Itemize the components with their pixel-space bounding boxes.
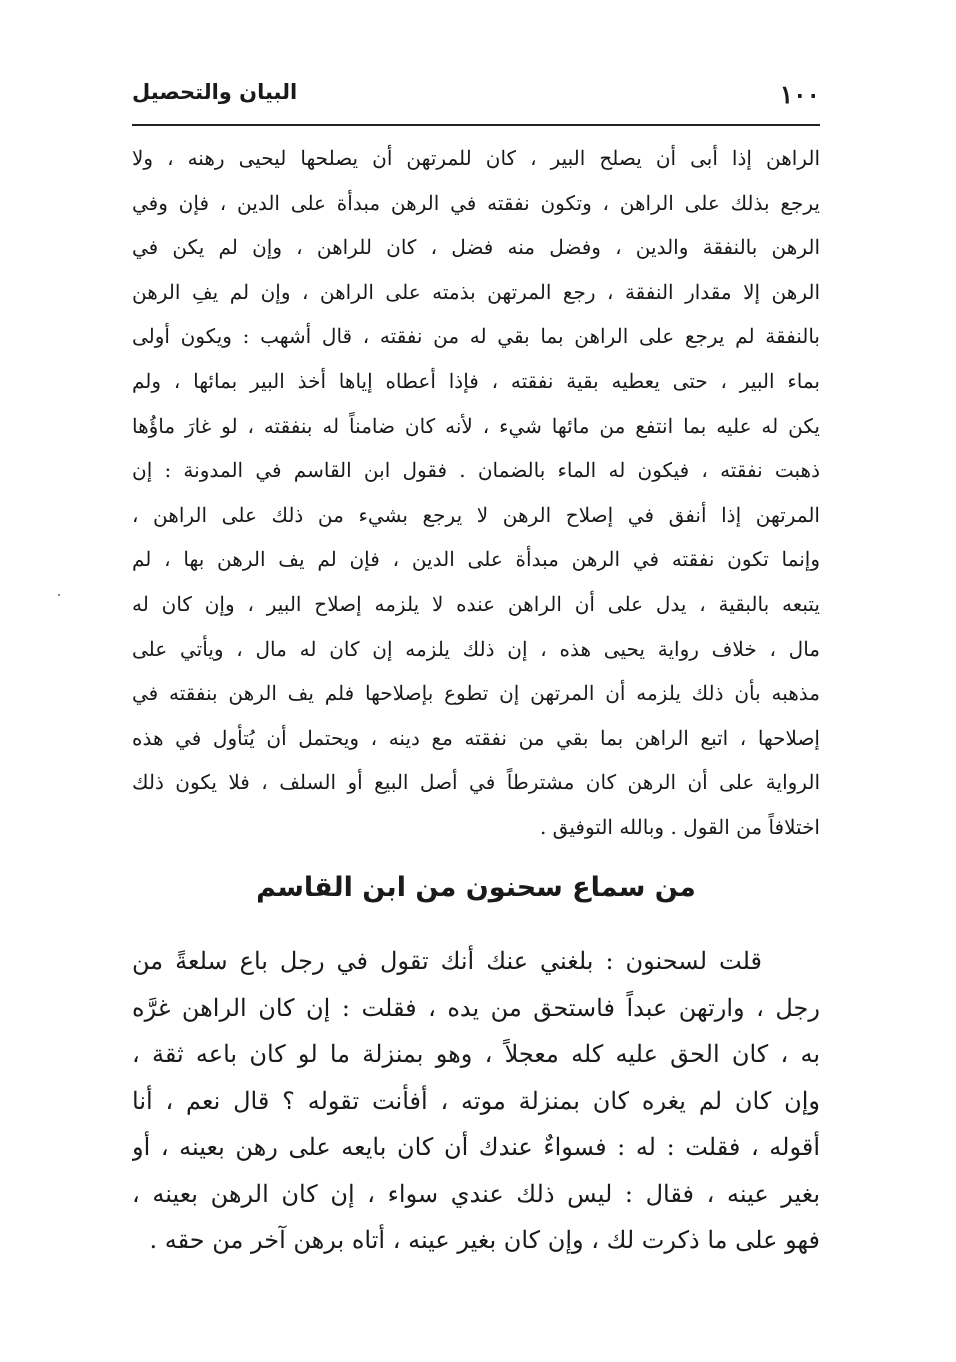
header-divider [132,124,820,126]
text-line: فهو على ما ذكرت لك ، وإن كان بغير عينه ، أتاه برهن آخر من حقه . [149,1226,820,1254]
text-line: المرتهن إذا أنفق في إصلاح الرهن لا يرجع بشيء من ذلك على الراهن ، [132,502,820,527]
text-line: إصلاحها ، اتبع الراهن بما بقي من نفقته مع دينه ، ويحتمل أن يُتأول في هذه [132,725,820,750]
text-line: الرواية على أن الرهن كان مشترطاً في أصل البيع أو السلف ، فلا يكون ذلك [132,770,820,795]
text-line: اختلافاً من القول . وبالله التوفيق . [539,814,820,839]
page-header [132,78,820,118]
text-line: بماء البير ، حتى يعطيه بقية نفقته ، فإذا أعطاه إياها أخذ البير بمائها ، ولم [132,368,820,393]
text-line: أقوله ، فقلت : له : فسواءٌ عندك أن كان بايعه على رهن بعينه ، أو [132,1133,820,1161]
text-line: يكن له عليه بما انتفع من مائها شيء ، لأنه كان ضامناً له بنفقته ، لو غارَ ماؤُها [132,413,820,438]
text-line: مال ، خلاف رواية يحيى هذه ، إن ذلك يلزمه إن كان له مال ، ويأتي على [132,636,820,661]
commentary-paragraph [132,136,820,850]
text-line: يتبعه بالبقية ، يدل على أن الراهن عنده لا يلزمه إصلاح البير ، وإن كان له [132,591,820,616]
scan-speck [58,594,60,596]
text-line: الرهن إلا مقدار النفقة ، رجع المرتهن بذمته على الراهن ، وإن لم يفِ الرهن [132,279,820,304]
text-line: بالنفقة لم يرجع على الراهن بما بقي له من نفقته ، قال أشهب : ويكون أولى [132,324,820,349]
text-line: بغير عينه ، فقال : ليس ذلك عندي سواء ، إن كان الرهن بعينه ، [132,1179,820,1208]
narration-paragraph [132,938,820,1264]
text-line: يرجع بذلك على الراهن ، وتكون نفقته في الرهن مبدأة على الدين ، فإن وفي [132,190,820,215]
text-line: وإنما تكون نفقته في الرهن مبدأة على الدين ، فإن لم يف الرهن بها ، لم [132,547,820,572]
text-line: به ، كان الحق عليه كله معجلاً ، وهو بمنزلة ما لو كان باعه ثقة ، [132,1040,820,1068]
text-line: ذهبت نفقته ، فيكون له الماء بالضمان . فقول ابن القاسم في المدونة : إن [132,458,820,483]
text-line: وإن كان لم يغره كان بمنزلة موته ، أفأنت تقوله ؟ قال نعم ، أنا [132,1086,820,1115]
section-heading: من سماع سحنون من ابن القاسم [256,872,696,903]
text-line: رجل ، وارتهن عبداً فاستحق من يده ، فقلت : إن كان الراهن غرَّه [132,993,820,1022]
text-line: مذهبه بأن ذلك يلزمه أن المرتهن إن تطوع بإصلاحها فلم يف الرهن بنفقته في [132,681,820,706]
page-number: ١٠٠ [779,80,820,109]
text-line: الراهن إذا أبى أن يصلح البير ، كان للمرتهن أن يصلحها ليحيى رهنه ، ولا [132,146,820,170]
text-line: الرهن بالنفقة والدين ، وفضل منه فضل ، كان للراهن ، وإن لم يكن في [132,235,820,260]
text-line: قلت لسحنون : بلغني عنك أنك تقول في رجل باع سلعةً من [132,947,762,975]
running-title: البيان والتحصيل [132,80,298,104]
